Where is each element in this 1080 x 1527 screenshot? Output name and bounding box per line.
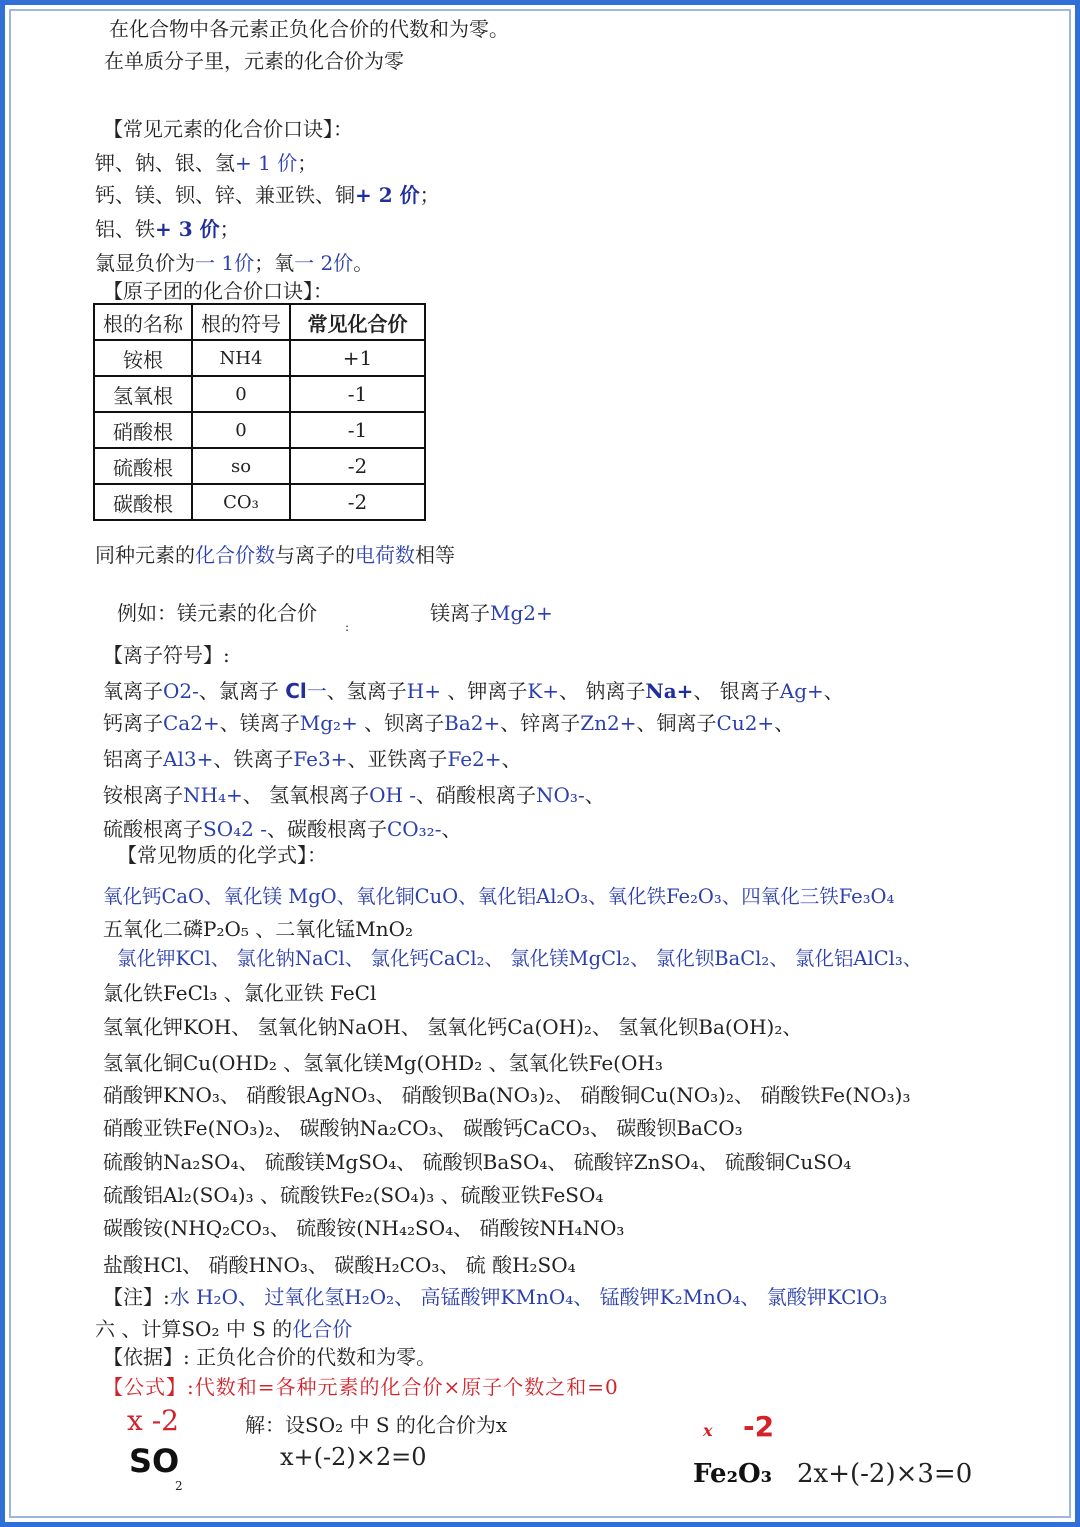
valence-rhyme-title: 【常见元素的化合价口诀】： [103, 117, 353, 141]
formula-line: 五氧化二磷P₂O₅ 、二氧化锰MnO₂ [103, 917, 414, 941]
valence-line-4: 氯显负价为一 1价；氧一 2价。 [95, 251, 374, 275]
formula-line: 氢氧化铜Cu(OHD₂ 、氢氧化镁Mg(OHD₂ 、氢氧化铁Fe(OH₃ [103, 1051, 663, 1075]
table-cell: 0 [192, 412, 290, 448]
ions-line-4: 铵根离子NH₄+、 氢氧根离子OH -、硝酸根离子NO₃-、 [103, 783, 605, 807]
note-line: 【注】:水 H₂O、 过氧化氢H₂O₂、 高锰酸钾KMnO₄、 锰酸钾K₂MnO₄、 氯酸钾KClO₃ [103, 1285, 888, 1309]
formula-line: 硫酸铝Al₂(SO₄)₃ 、硫酸铁Fe₂(SO₄)₃ 、硫酸亚铁FeSO₄ [103, 1183, 604, 1207]
table-header-cell: 根的符号 [192, 304, 290, 340]
so-subscript: 2 [175, 1479, 183, 1493]
table-row [94, 484, 425, 520]
formula-line: 氢氧化钾KOH、 氢氧化钠NaOH、 氢氧化钙Ca(OH)₂、 氢氧化钡Ba(OH)₂、 [103, 1015, 803, 1039]
calc-basis: 【依据】: 正负化合价的代数和为零。 [103, 1345, 437, 1369]
formula-line: 硫酸钠Na₂SO₄、 硫酸镁MgSO₄、 硫酸钡BaSO₄、 硫酸锌ZnSO₄、 硫酸铜CuSO₄ [103, 1150, 852, 1174]
formula-line: 盐酸HCl、 硝酸HNO₃、 碳酸H₂CO₃、 硫 酸H₂SO₄ [103, 1253, 576, 1277]
formula-line: 碳酸铵(NHQ₂CO₃、 硫酸铵(NH₄₂SO₄、 硝酸铵NH₄NO₃ [103, 1216, 625, 1240]
table-header-cell: 常见化合价 [290, 304, 425, 340]
calc-solution: 解：设SO₂ 中 S 的化合价为x [245, 1413, 508, 1437]
worksheet-page [5, 5, 1075, 1522]
table-cell: -2 [290, 484, 425, 520]
example-colon: : [345, 620, 350, 634]
valence-line-1: 钾、钠、银、氢+ 1 价； [95, 151, 318, 175]
table-cell: 碳酸根 [94, 484, 192, 520]
fe2o3-symbol: Fe₂O₃ [693, 1459, 773, 1489]
calc-equation-2: 2x+(-2)×3=0 [797, 1459, 973, 1489]
table-cell: 氢氧根 [94, 376, 192, 412]
formula-line: 氧化钙CaO、氧化镁 MgO、氧化铜CuO、氧化铝Al₂O₃、氧化铁Fe₂O₃、四氧化三铁Fe₃O₄ [103, 885, 895, 908]
table-cell: 硫酸根 [94, 448, 192, 484]
calc-formula: 【公式】:代数和=各种元素的化合价×原子个数之和=0 [103, 1375, 619, 1399]
table-row [94, 412, 425, 448]
table-cell: 铵根 [94, 340, 192, 376]
table-header-row [94, 304, 425, 340]
table-cell: -1 [290, 412, 425, 448]
formula-line: 氯化铁FeCl₃ 、氯化亚铁 FeCl [103, 981, 377, 1005]
table-cell: 0 [192, 376, 290, 412]
fe-valence-x: x [703, 1421, 713, 1440]
intro-line-2: 在单质分子里，元素的化合价为零 [104, 49, 404, 73]
so-symbol: SO [129, 1442, 180, 1480]
table-row [94, 448, 425, 484]
table-row [94, 376, 425, 412]
table-row [94, 340, 425, 376]
so-valence-marks: x -2 [127, 1404, 179, 1437]
ions-line-1: 氧离子O2-、氯离子 Cl一、氢离子H+ 、钾离子K+、 钠离子Na+、 银离子Ag+、 [103, 679, 844, 703]
table-cell: +1 [290, 340, 425, 376]
example-valence: 例如：镁元素的化合价 [117, 601, 317, 625]
formulas-title: 【常见物质的化学式】： [117, 843, 327, 867]
valence-line-3: 铝、铁+ 3 价； [95, 217, 240, 241]
table-cell: NH4 [192, 340, 290, 376]
table-cell: so [192, 448, 290, 484]
valence-line-2: 钙、镁、钡、锌、兼亚铁、铜+ 2 价； [95, 183, 440, 207]
radical-table [93, 303, 426, 521]
ions-line-5: 硫酸根离子SO₄2 -、碳酸根离子CO₃₂-、 [103, 817, 462, 841]
table-cell: -1 [290, 376, 425, 412]
ions-title: 【离子符号】: [103, 643, 230, 667]
equal-note: 同种元素的化合价数与离子的电荷数相等 [95, 543, 455, 567]
calc-heading: 六 、计算SO₂ 中 S 的化合价 [95, 1317, 353, 1341]
table-header-cell: 根的名称 [94, 304, 192, 340]
example-ion: 镁离子Mg2+ [430, 601, 553, 625]
ions-line-3: 铝离子Al3+、铁离子Fe3+、亚铁离子Fe2+、 [103, 747, 522, 771]
ions-line-2: 钙离子Ca2+、镁离子Mg₂+ 、钡离子Ba2+、锌离子Zn2+、铜离子Cu2+、 [103, 711, 795, 735]
formula-line: 氯化钾KCl、 氯化钠NaCl、 氯化钙CaCl₂、 氯化镁MgCl₂、 氯化钡BaCl₂、 氯化铝AlCl₃、 [117, 947, 923, 970]
table-cell: 硝酸根 [94, 412, 192, 448]
fe-valence-minus2: -2 [743, 1410, 775, 1443]
radical-rhyme-title: 【原子团的化合价口诀】： [103, 279, 333, 303]
formula-line: 硝酸钾KNO₃、 硝酸银AgNO₃、 硝酸钡Ba(NO₃)₂、 硝酸铜Cu(NO₃)₂、 硝酸铁Fe(NO₃)₃ [103, 1083, 911, 1107]
table-cell: CO₃ [192, 484, 290, 520]
intro-line-1: 在化合物中各元素正负化合价的代数和为零。 [109, 17, 509, 41]
table-cell: -2 [290, 448, 425, 484]
calc-equation-1: x+(-2)×2=0 [280, 1443, 427, 1471]
formula-line: 硝酸亚铁Fe(NO₃)₂、 碳酸钠Na₂CO₃、 碳酸钙CaCO₃、 碳酸钡BaCO₃ [103, 1116, 743, 1140]
